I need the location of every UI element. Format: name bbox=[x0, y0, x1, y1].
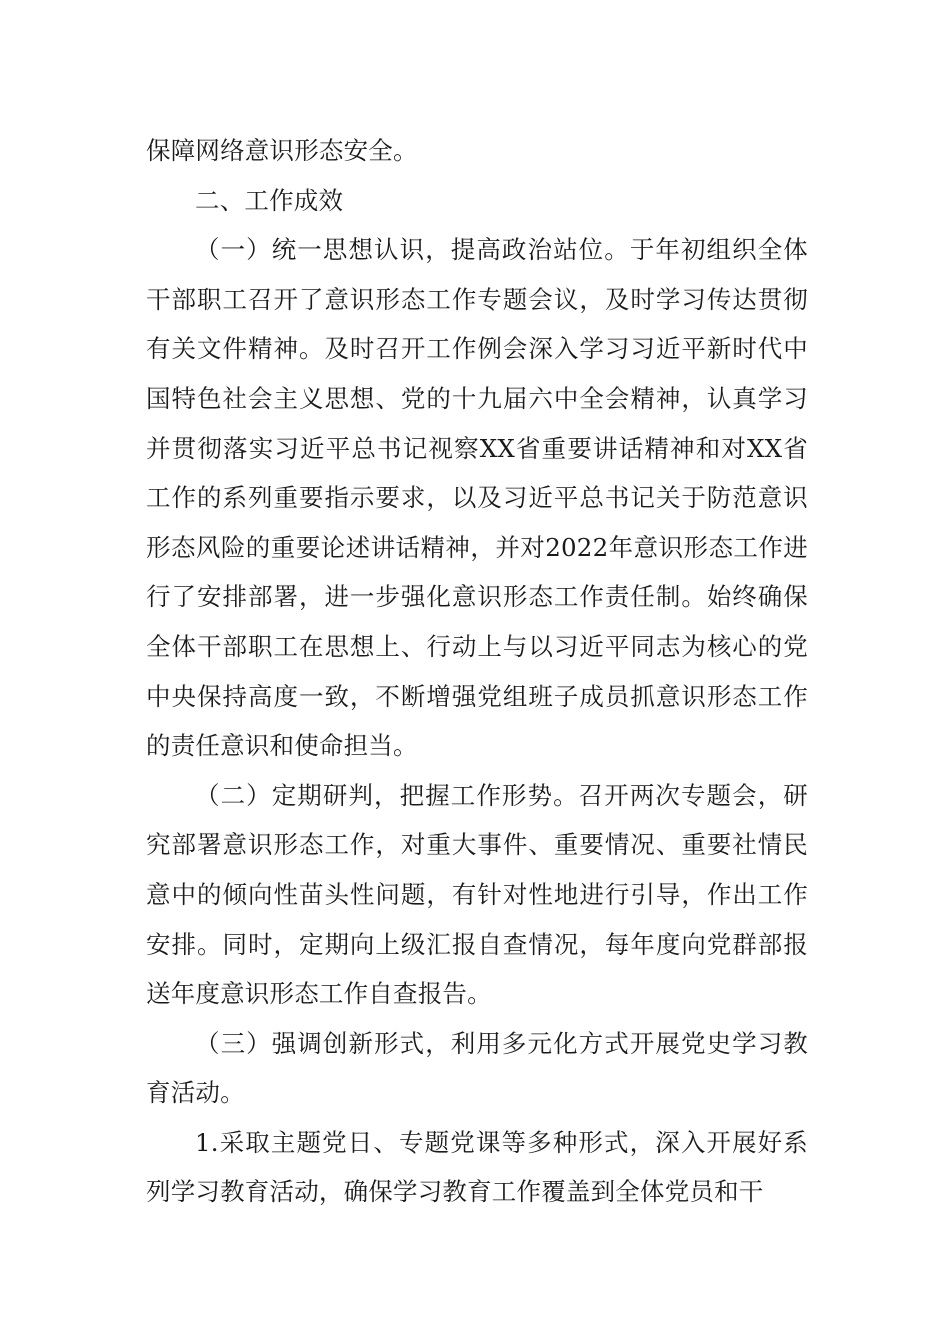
paragraph-unify-thinking: （一）统一思想认识，提高政治站位。于年初组织全体干部职工召开了意识形态工作专题会议，及时学习传达贯彻有关文件精神。及时召开工作例会深入学习习近平新时代中国特色社会主义思想、党的十九届六中全会精神，认真学习并贯彻落实习近平总书记视察XX省重要讲话精神和对XX省工作的系列重要指示要求，以及习近平总书记关于防范意识形态风险的重要论述讲话精神，并对2022年意识形态工作进行了安排部署，进一步强化意识形态工作责任制。始终确保全体干部职工在思想上、行动上与以习近平同志为核心的党中央保持高度一致，不断增强党组班子成员抓意识形态工作的责任意识和使命担当。 bbox=[146, 235, 808, 761]
paragraph-item-1: 1.采取主题党日、专题党课等多种形式，深入开展好系列学习教育活动，确保学习教育工作覆盖到全体党员和干 bbox=[146, 1127, 808, 1207]
document-body bbox=[146, 126, 808, 1217]
paragraph-regular-assessment: （二）定期研判，把握工作形势。召开两次专题会，研究部署意识形态工作，对重大事件、重要情况、重要社情民意中的倾向性苗头性问题，有针对性地进行引导，作出工作安排。同时，定期向上级汇报自查情况，每年度向党群部报送年度意识形态工作自查报告。 bbox=[146, 780, 808, 1009]
paragraph-continuation: 保障网络意识形态安全。 bbox=[146, 136, 418, 165]
paragraph-innovation-forms: （三）强调创新形式，利用多元化方式开展党史学习教育活动。 bbox=[146, 1028, 808, 1108]
section-heading-work-results: 二、工作成效 bbox=[195, 185, 344, 215]
